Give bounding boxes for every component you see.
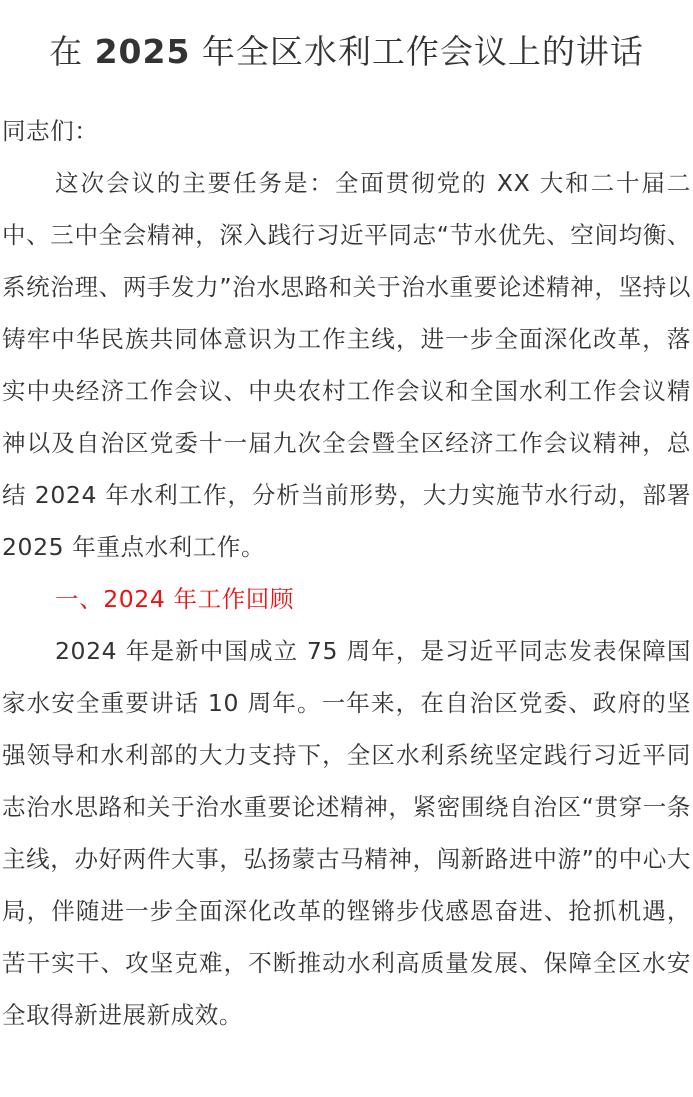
document-title	[0, 30, 693, 74]
intro-paragraph: 这次会议的主要任务是：全面贯彻党的 XX 大和二十届二中、三中全会精神，深入践行习近平同志“节水优先、空间均衡、系统治理、两手发力”治水思路和关于治水重要论述精神，坚持以铸牢中华民族共同体意识为工作主线，进一步全面深化改革，落实中央经济工作会议、中央农村工作会议和全国水利工作会议精神以及自治区党委十一届九次全会暨全区经济工作会议精神，总结 2024 年水利工作，分析当前形势，大力实施节水行动，部署 2025 年重点水利工作。	[2, 169, 691, 561]
section-heading: 一、2024 年工作回顾	[55, 585, 294, 613]
section-paragraph: 2024 年是新中国成立 75 周年，是习近平同志发表保障国家水安全重要讲话 10 周年。一年来，在自治区党委、政府的坚强领导和水利部的大力支持下，全区水利系统坚定践行习近平同志治水思路和关于治水重要论述精神，紧密围绕自治区“贯穿一条主线，办好两件大事，弘扬蒙古马精神，闯新路进中游”的中心大局，伴随进一步全面深化改革的铿锵步伐感恩奋进、抢抓机遇，苦干实干、攻坚克难，不断推动水利高质量发展、保障全区水安全取得新进展新成效。	[2, 637, 691, 1029]
document-body	[2, 105, 691, 1041]
title-prefix: 在	[49, 32, 95, 71]
greeting: 同志们：	[2, 117, 99, 145]
title-year: 2025	[94, 32, 191, 71]
title-suffix: 年全区水利工作会议上的讲话	[190, 32, 644, 71]
